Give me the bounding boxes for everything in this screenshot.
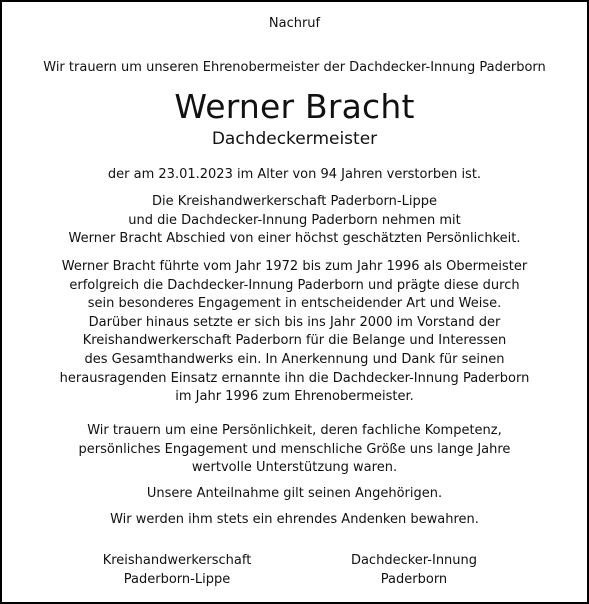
death-notice	[2, 166, 587, 185]
notice-heading: Nachruf	[268, 16, 321, 31]
mourning-line: Wir trauern um unseren Ehrenobermeister der Dachdecker-Innung Paderborn	[43, 60, 546, 75]
signature-right	[314, 552, 514, 589]
death-notice-line: der am 23.01.2023 im Alter von 94 Jahren verstorben ist.	[107, 167, 482, 182]
signature-line: Paderborn	[380, 571, 448, 587]
signature-line: Paderborn-Lippe	[123, 571, 231, 587]
signature-line: Kreishandwerkerschaft	[102, 553, 252, 568]
farewell-line: und die Dachdecker-Innung Paderborn nehmen mit	[128, 212, 461, 228]
memory-paragraph	[2, 511, 587, 530]
personality-line: Wir trauern um eine Persönlichkeit, deren fachliche Kompetenz,	[87, 423, 502, 438]
career-line: erfolgreich die Dachdecker-Innung Paderborn und prägte diese durch	[69, 277, 520, 293]
career-line: des Gesamthandwerks ein. In Anerkennung und Dank für seinen	[84, 351, 505, 367]
signature-line: Dachdecker-Innung	[350, 553, 478, 568]
deceased-name: Werner Bracht	[174, 87, 415, 126]
farewell-line: Werner Bracht Abschied von einer höchst geschätzten Persönlichkeit.	[68, 231, 521, 247]
farewell-line: Die Kreishandwerkerschaft Paderborn-Lippe	[152, 194, 437, 209]
career-line: herausragenden Einsatz ernannte ihn die Dachdecker-Innung Paderborn	[59, 370, 530, 386]
career-line: Darüber hinaus setzte er sich bis ins Jahr 2000 im Vorstand der	[88, 314, 501, 330]
deceased-occupation: Dachdeckermeister	[211, 129, 378, 149]
memory-line: Wir werden ihm stets ein ehrendes Andenken bewahren.	[110, 512, 479, 527]
condolence-line: Unsere Anteilnahme gilt seinen Angehörigen.	[146, 486, 443, 501]
career-line: Werner Bracht führte vom Jahr 1972 bis zum Jahr 1996 als Obermeister	[61, 259, 528, 274]
career-line: im Jahr 1996 zum Ehrenobermeister.	[175, 389, 414, 405]
personality-line: persönliches Engagement und menschliche Größe uns lange Jahre	[78, 441, 511, 457]
personality-line: wertvolle Unterstützung waren.	[191, 460, 398, 476]
farewell-paragraph	[2, 193, 587, 249]
career-line: sein besonderes Engagement in entscheidender Art und Weise.	[87, 296, 502, 312]
personality-paragraph	[2, 422, 587, 478]
career-line: Kreishandwerkerschaft Paderborn für die Belange und Interessen	[82, 333, 507, 349]
signature-left	[77, 552, 277, 589]
condolence-paragraph	[2, 485, 587, 504]
career-paragraph	[2, 258, 587, 407]
